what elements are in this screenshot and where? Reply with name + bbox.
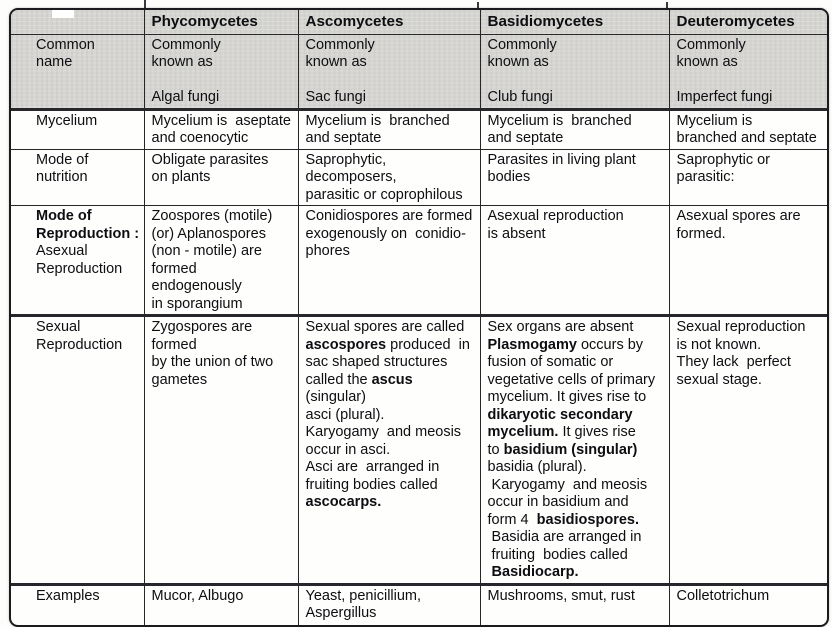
row-mycelium — [11, 109, 827, 149]
cell-sexual-basidiomycetes: Sex organs are absent Plasmogamy occurs by fusion of somatic or vegetative cells of primary mycelium. It gives rise to dikaryotic secondary mycelium. It gives rise to basidium (singular) basidia (plural). Karyogamy and meosis occur in basidium and form 4 basidiospores. Basidia are arranged in fruiting bodies called Basidiocarp. — [480, 316, 669, 585]
row-label-mode-of-nutrition: Mode of nutrition — [11, 149, 144, 206]
cell-examples-basidiomycetes: Mushrooms, smut, rust — [480, 584, 669, 625]
fungi-comparison-table — [11, 10, 827, 625]
row-label-sexual-reproduction: Sexual Reproduction — [11, 316, 144, 585]
cell-asexual-deuteromycetes: Asexual spores are formed. — [669, 206, 827, 316]
row-label-asexual-reproduction: Mode of Reproduction : Asexual Reproduction — [11, 206, 144, 316]
cell-nutrition-phycomycetes: Obligate parasites on plants — [144, 149, 298, 206]
row-label-examples: Examples — [11, 584, 144, 625]
cell-sexual-deuteromycetes: Sexual reproduction is not known. They lack perfect sexual stage. — [669, 316, 827, 585]
cell-nutrition-deuteromycetes: Saprophytic or parasitic: — [669, 149, 827, 206]
cell-mycelium-deuteromycetes: Mycelium is branched and septate — [669, 109, 827, 149]
cell-mycelium-phycomycetes: Mycelium is aseptate and coenocytic — [144, 109, 298, 149]
cell-common-name-basidiomycetes: Commonly known as Club fungi — [480, 34, 669, 109]
cell-asexual-phycomycetes: Zoospores (motile) (or) Aplanospores (non - motile) are formed endogenously in sporangium — [144, 206, 298, 316]
column-header-deuteromycetes: Deuteromycetes — [669, 10, 827, 34]
row-label-mycelium: Mycelium — [11, 109, 144, 149]
cell-sexual-ascomycetes: Sexual spores are called ascospores produced in sac shaped structures called the ascus (singular) asci (plural). Karyogamy and meosis occur in asci. Asci are arranged in fruiting bodies called ascocarps. — [298, 316, 480, 585]
row-asexual-reproduction — [11, 206, 827, 316]
row-examples — [11, 584, 827, 625]
row-sexual-reproduction — [11, 316, 827, 585]
cell-common-name-deuteromycetes: Commonly known as Imperfect fungi — [669, 34, 827, 109]
row-label-common-name: Common name — [11, 34, 144, 109]
scan-artifact-speck — [52, 10, 74, 18]
row-common-name — [11, 34, 827, 109]
column-header-basidiomycetes: Basidiomycetes — [480, 10, 669, 34]
corner-cell — [11, 10, 144, 34]
column-header-phycomycetes: Phycomycetes — [144, 10, 298, 34]
cell-nutrition-ascomycetes: Saprophytic, decomposers, parasitic or coprophilous — [298, 149, 480, 206]
cell-sexual-phycomycetes: Zygospores are formed by the union of two gametes — [144, 316, 298, 585]
column-header-ascomycetes: Ascomycetes — [298, 10, 480, 34]
cell-examples-deuteromycetes: Colletotrichum — [669, 584, 827, 625]
row-mode-of-nutrition — [11, 149, 827, 206]
cell-nutrition-basidiomycetes: Parasites in living plant bodies — [480, 149, 669, 206]
column-header-row — [11, 10, 827, 34]
cell-common-name-ascomycetes: Commonly known as Sac fungi — [298, 34, 480, 109]
cell-mycelium-ascomycetes: Mycelium is branched and septate — [298, 109, 480, 149]
fungi-comparison-table-frame — [9, 8, 829, 627]
cell-common-name-phycomycetes: Commonly known as Algal fungi — [144, 34, 298, 109]
cell-asexual-ascomycetes: Conidiospores are formed exogenously on conidio- phores — [298, 206, 480, 316]
cell-examples-ascomycetes: Yeast, penicillium, Aspergillus — [298, 584, 480, 625]
cell-mycelium-basidiomycetes: Mycelium is branched and septate — [480, 109, 669, 149]
cell-asexual-basidiomycetes: Asexual reproduction is absent — [480, 206, 669, 316]
cell-examples-phycomycetes: Mucor, Albugo — [144, 584, 298, 625]
